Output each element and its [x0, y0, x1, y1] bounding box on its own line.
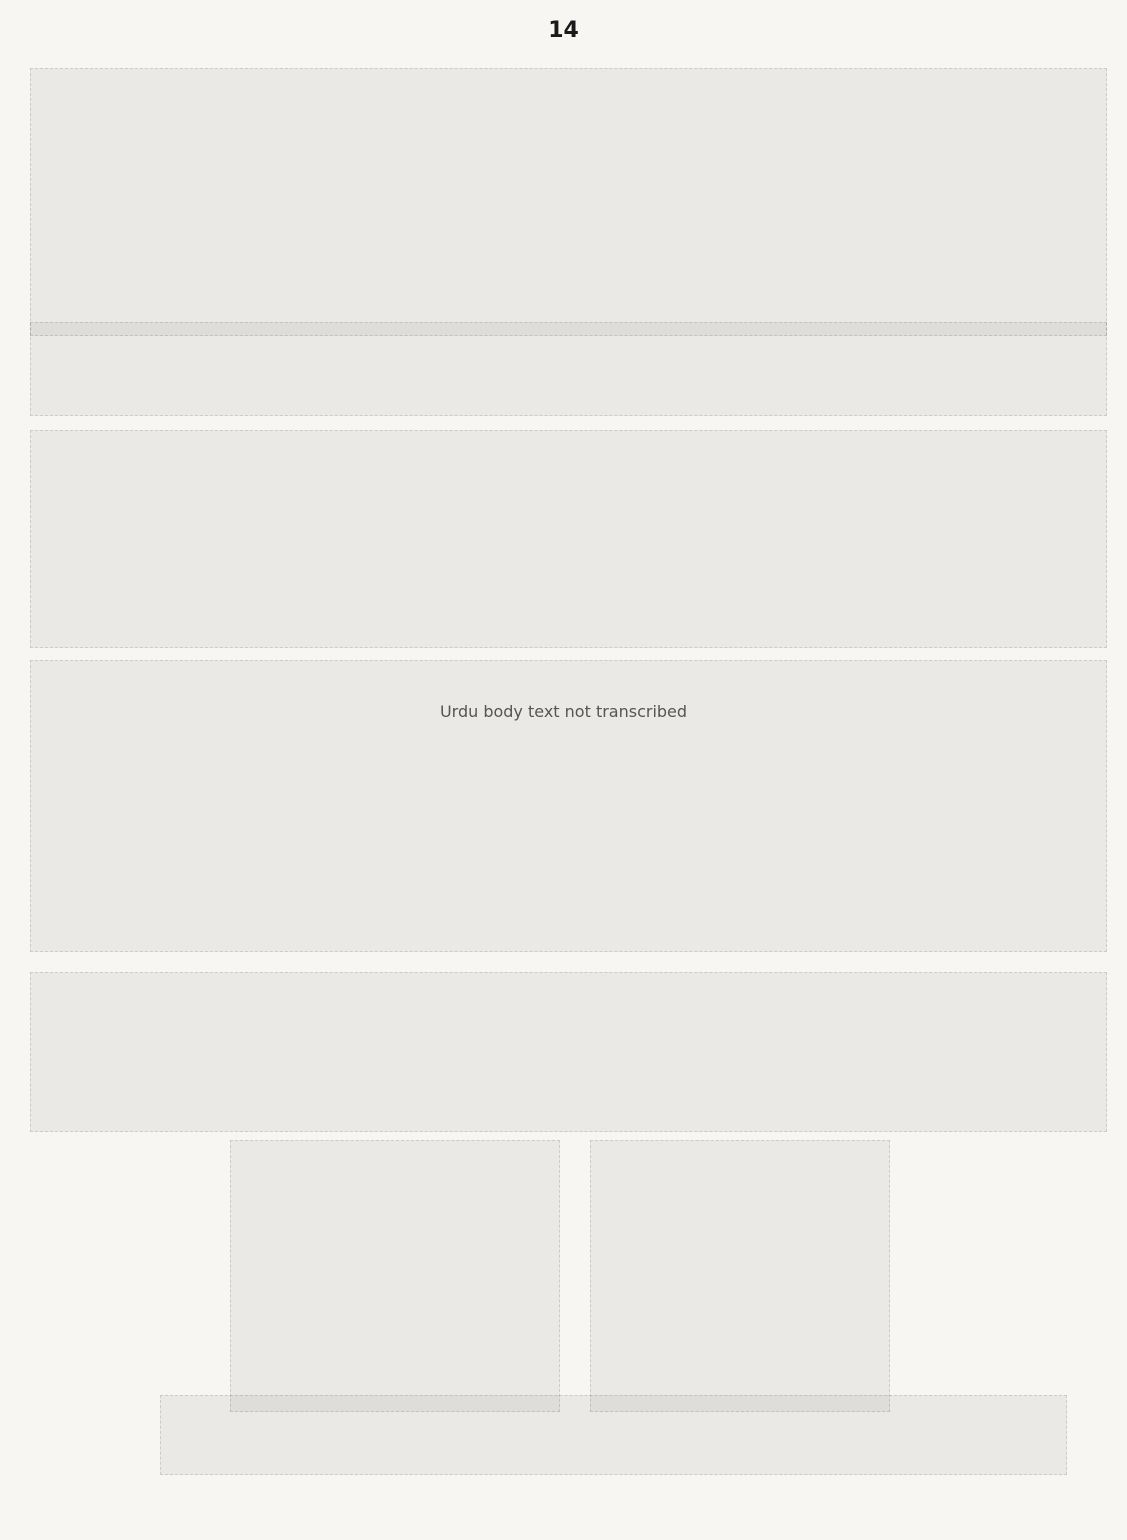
paragraph-block [30, 972, 1107, 1132]
closing-paragraph-block [160, 1395, 1067, 1475]
placeholder-note: Urdu body text not transcribed [439, 702, 688, 721]
paragraph-block [30, 68, 1107, 336]
verse-column-left [230, 1140, 560, 1412]
paragraph-block [30, 322, 1107, 416]
verse-column-right [590, 1140, 890, 1412]
paragraph-block [30, 430, 1107, 648]
page-number: 14 [548, 18, 579, 43]
